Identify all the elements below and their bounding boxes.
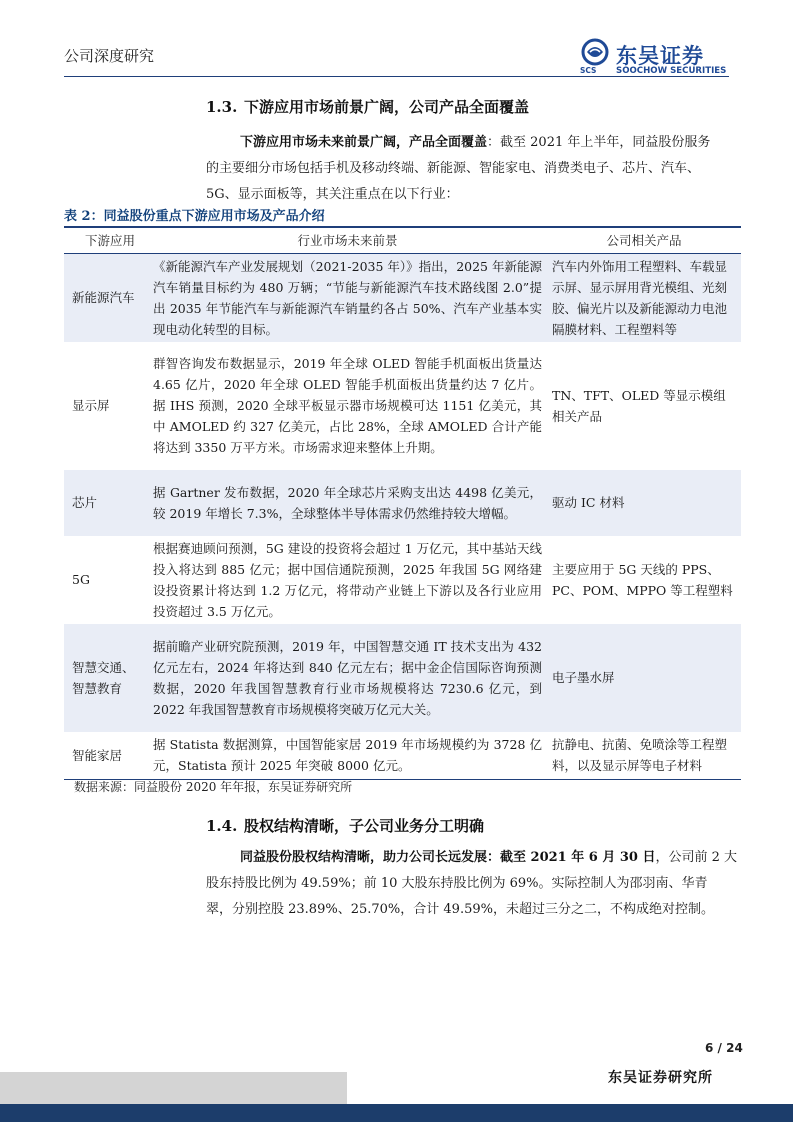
logo-english-name: SOOCHOW SECURITIES xyxy=(616,66,727,76)
table-caption: 表 2：同益股份重点下游应用市场及产品介绍 xyxy=(64,209,325,224)
section-title-text: 股权结构清晰，子公司业务分工明确 xyxy=(244,817,485,835)
cell-products: 主要应用于 5G 天线的 PPS、PC、POM、MPPO 等工程塑料 xyxy=(552,561,733,598)
body-text: ：截至 2021 年上半年，同益股份服务 xyxy=(487,135,711,150)
table-row xyxy=(64,732,741,780)
footer-gray-block xyxy=(0,1072,347,1104)
downstream-market-table xyxy=(64,226,741,780)
table-row xyxy=(64,253,741,342)
footer-institute-name: 东吴证券研究所 xyxy=(608,1070,713,1086)
section-1-4-heading xyxy=(206,815,484,836)
paragraph-line: 翠，分别控股 23.89%、25.70%，合计 49.59%，未超过三分之二，不构成绝对控制。 xyxy=(206,902,714,917)
cell-forecast: 群智咨询发布数据显示，2019 年全球 OLED 智能手机面板出货量达 4.65 亿片，2020 年全球 OLED 智能手机面板出货量约达 7 亿片。据 IHS 预测，2020 全球平板显示器市场规模可达 1151 亿美元，其中 AMOLED 约 327 亿美元，占比 28%，全球 AMOLED 合计产能将达到 3350 万平方米。市场需求迎来整体上升期。 xyxy=(153,356,542,455)
header-title: 公司深度研究 xyxy=(64,47,155,65)
header-cell-products: 公司相关产品 xyxy=(606,232,682,248)
table-row xyxy=(64,536,741,624)
cell-app: 智能家居 xyxy=(72,747,123,763)
cell-products: 抗静电、抗菌、免喷涂等工程塑料，以及显示屏等电子材料 xyxy=(552,737,728,774)
cell-forecast: 据 Gartner 发布数据，2020 年全球芯片采购支出达 4498 亿美元，较 2019 年增长 7.3%，全球整体半导体需求仍然维持较大增幅。 xyxy=(153,484,542,521)
paragraph-line xyxy=(206,845,738,871)
cell-app: 芯片 xyxy=(72,495,98,510)
cell-products: TN、TFT、OLED 等显示模组相关产品 xyxy=(552,387,726,424)
section-number: 1.4. xyxy=(206,817,238,835)
cell-forecast: 据 Statista 数据测算，中国智能家居 2019 年市场规模约为 3728 亿元，Statista 预计 2025 年突破 8000 亿元。 xyxy=(153,737,542,774)
header-divider xyxy=(64,76,729,77)
table-row xyxy=(64,470,741,536)
section-title-text: 下游应用市场前景广阔，公司产品全面覆盖 xyxy=(244,98,530,116)
table-header-row xyxy=(64,227,741,253)
page-number: 6 / 24 xyxy=(705,1041,743,1055)
table-row xyxy=(64,624,741,732)
company-logo xyxy=(578,38,738,78)
cell-forecast: 根据赛迪顾问预测，5G 建设的投资将会超过 1 万亿元，其中基站天线投入将达到 885 亿元；据中国信通院预测，2025 年我国 5G 网络建设投资累计将达到 1.2 万亿元，将带动产业链上下游以及各行业应用投资超过 3.5 万亿元。 xyxy=(153,540,542,619)
cell-app: 显示屏 xyxy=(72,398,110,413)
paragraph-line: 的主要细分市场包括手机及移动终端、新能源、智能家电、消费类电子、芯片、汽车、 xyxy=(206,161,701,176)
cell-forecast: 《新能源汽车产业发展规划（2021-2035 年）》指出，2025 年新能源汽车销量目标约为 480 万辆；“节能与新能源汽车技术路线图 2.0”提出 2035 年节能汽车与新能源汽车销量约各占 50%、汽车产业基本实现电动化转型的目标。 xyxy=(153,258,542,337)
header-cell-app: 下游应用 xyxy=(84,232,135,248)
cell-products: 汽车内外饰用工程塑料、车载显示屏、显示屏用背光模组、光刻胶、偏光片以及新能源动力电池隔膜材料、工程塑料等 xyxy=(552,258,728,337)
logo-chinese-name: 东吴证券 xyxy=(616,44,704,68)
cell-app: 智慧交通、智慧教育 xyxy=(72,659,135,696)
cell-app: 新能源汽车 xyxy=(72,290,135,305)
paragraph-line xyxy=(206,130,738,156)
header-cell-forecast: 行业市场未来前景 xyxy=(297,232,398,248)
lead-bold-text: 同益股份股权结构清晰，助力公司长远发展：截至 2021 年 6 月 30 日 xyxy=(240,850,656,865)
body-text: ，公司前 2 大 xyxy=(655,850,738,865)
lead-bold-text: 下游应用市场未来前景广阔，产品全面覆盖 xyxy=(240,135,488,150)
section-1-4-paragraph xyxy=(206,845,738,923)
paragraph-line: 5G、显示面板等，其关注重点在以下行业： xyxy=(206,187,459,202)
cell-products: 电子墨水屏 xyxy=(552,670,615,685)
logo-abbr: SCS xyxy=(580,66,597,75)
section-number: 1.3. xyxy=(206,98,238,116)
cell-forecast: 据前瞻产业研究院预测，2019 年，中国智慧交通 IT 技术支出为 432 亿元左右，2024 年将达到 840 亿元左右；据中金企信国际咨询预测数据，2020 年我国智慧教育行业市场规模将达 7230.6 亿元，到 2022 年我国智慧教育市场规模将突破万亿元大关。 xyxy=(153,638,542,717)
cell-app: 5G xyxy=(72,572,90,587)
cell-products: 驱动 IC 材料 xyxy=(552,495,625,510)
paragraph-line: 股东持股比例为 49.59%；前 10 大股东持股比例为 69%。实际控制人为邵羽南、华青 xyxy=(206,876,708,891)
section-1-3-heading xyxy=(206,96,529,117)
section-1-3-paragraph xyxy=(206,130,738,208)
footer-navy-bar xyxy=(0,1104,793,1122)
table-row xyxy=(64,342,741,470)
table-source-note: 数据来源：同益股份 2020 年年报，东吴证券研究所 xyxy=(74,780,353,794)
